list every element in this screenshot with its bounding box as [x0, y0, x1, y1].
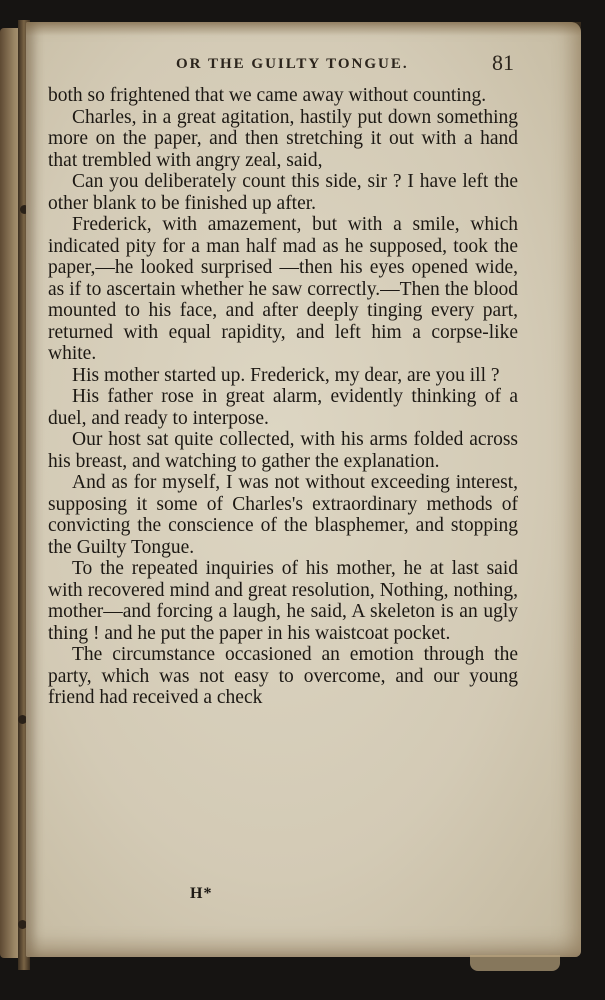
paragraph: The circumstance occasioned an emotion through the party, which was not easy to overcome, and our young friend had received a check	[48, 644, 518, 708]
paragraph: Frederick, with amazement, but with a smile, which indicated pity for a man half mad as he supposed, took the paper,—he looked surprised —then his eyes opened wide, as if to ascertain whether he saw correctly.—Then the blood mounted to his face, and after deeply tinging every part, returned with equal rapidity, and left him a corpse-like white.	[48, 214, 518, 364]
page-number: 81	[492, 50, 514, 75]
body-text	[48, 85, 518, 709]
paragraph: To the repeated inquiries of his mother, he at last said with recovered mind and great resolution, Nothing, nothing, mother—and forcing a laugh, he said, A skeleton is an ugly thing ! and he put the paper in his waistcoat pocket.	[48, 558, 518, 644]
paragraph: His father rose in great alarm, evidently thinking of a duel, and ready to interpose.	[48, 386, 518, 429]
torn-page-corner	[470, 955, 560, 971]
running-head: OR THE GUILTY TONGUE.	[176, 56, 409, 72]
paragraph: Charles, in a great agitation, hastily put down something more on the paper, and then stretching it out with a hand that trembled with angry zeal, said,	[48, 106, 518, 171]
paragraph: His mother started up. Frederick, my dear, are you ill ?	[72, 364, 500, 386]
paragraph: both so frightened that we came away without counting.	[48, 85, 487, 106]
signature-mark: H*	[190, 885, 213, 902]
paragraph: And as for myself, I was not without exceeding interest, supposing it some of Charles's extraordinary methods of convicting the conscience of the blasphemer, and stopping the Guilty Tongue.	[48, 472, 518, 558]
paragraph: Our host sat quite collected, with his arms folded across his breast, and watching to gather the explanation.	[48, 429, 518, 472]
page-header	[48, 48, 518, 78]
paragraph: Can you deliberately count this side, sir ? I have left the other blank to be finished up after.	[48, 171, 518, 214]
